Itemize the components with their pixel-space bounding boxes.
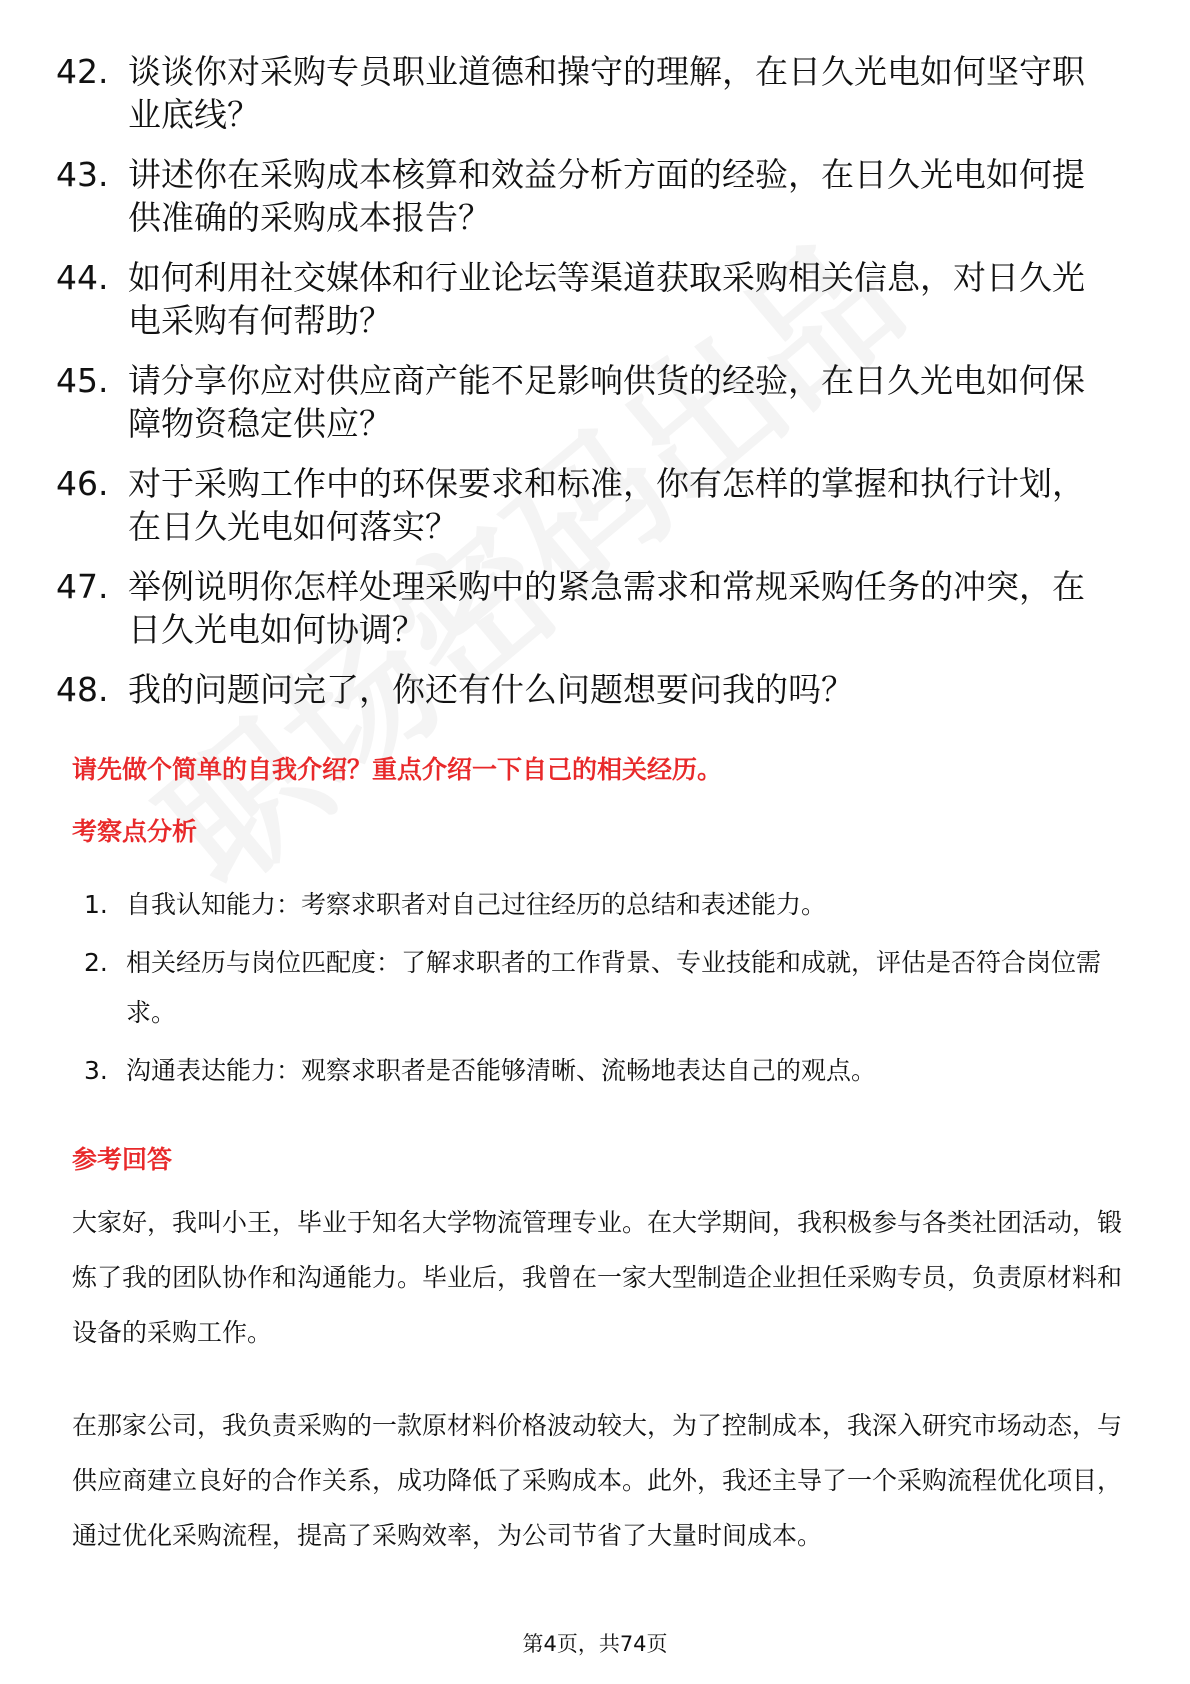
analysis-text: 自我认知能力：考察求职者对自己过往经历的总结和表述能力。 (126, 890, 827, 919)
question-number: 47. (56, 567, 109, 606)
question-text: 请分享你应对供应商产能不足影响供货的经验，在日久光电如何保障物资稳定供应？ (128, 361, 1085, 443)
analysis-number: 2. (84, 948, 108, 977)
answer-paragraph: 在那家公司，我负责采购的一款原材料价格波动较大，为了控制成本，我深入研究市场动态，与供应商建立良好的合作关系，成功降低了采购成本。此外，我还主导了一个采购流程优化项目，通过优化采购流程，提高了采购效率，为公司节省了大量时间成本。 (72, 1411, 1123, 1550)
question-number: 45. (56, 361, 109, 400)
question-text: 谈谈你对采购专员职业道德和操守的理解，在日久光电如何坚守职业底线？ (128, 52, 1085, 134)
question-text: 举例说明你怎样处理采购中的紧急需求和常规采购任务的冲突，在日久光电如何协调？ (128, 567, 1085, 649)
question-number: 44. (56, 258, 109, 297)
list-item (84, 938, 1134, 1038)
question-number: 43. (56, 155, 109, 194)
question-text: 如何利用社交媒体和行业论坛等渠道获取采购相关信息，对日久光电采购有何帮助？ (128, 258, 1085, 340)
list-item (84, 1046, 1134, 1096)
analysis-heading: 考察点分析 (72, 817, 198, 846)
list-item (56, 565, 1136, 651)
list-item (56, 462, 1136, 548)
question-text: 对于采购工作中的环保要求和标准，你有怎样的掌握和执行计划，在日久光电如何落实？ (128, 464, 1085, 546)
analysis-text: 相关经历与岗位匹配度：了解求职者的工作背景、专业技能和成就，评估是否符合岗位需求。 (126, 948, 1102, 1027)
list-item (56, 256, 1136, 342)
question-list (56, 50, 1136, 728)
list-item (56, 153, 1136, 239)
analysis-number: 1. (84, 890, 108, 919)
list-item (56, 359, 1136, 445)
question-text: 我的问题问完了，你还有什么问题想要问我的吗？ (128, 670, 854, 709)
question-text: 讲述你在采购成本核算和效益分析方面的经验，在日久光电如何提供准确的采购成本报告？ (128, 155, 1085, 237)
list-item (56, 668, 1136, 711)
question-number: 46. (56, 464, 109, 503)
page-footer: 第4页，共74页 (522, 1632, 668, 1656)
featured-question: 请先做个简单的自我介绍？重点介绍一下自己的相关经历。 (72, 755, 723, 784)
analysis-list (84, 880, 1134, 1104)
answer-heading: 参考回答 (72, 1145, 173, 1174)
list-item (84, 880, 1134, 930)
analysis-text: 沟通表达能力：观察求职者是否能够清晰、流畅地表达自己的观点。 (126, 1056, 877, 1085)
answer-paragraph: 大家好，我叫小王，毕业于知名大学物流管理专业。在大学期间，我积极参与各类社团活动，锻炼了我的团队协作和沟通能力。毕业后，我曾在一家大型制造企业担任采购专员，负责原材料和设备的采购工作。 (72, 1208, 1123, 1347)
question-number: 48. (56, 670, 109, 709)
analysis-number: 3. (84, 1056, 108, 1085)
question-number: 42. (56, 52, 109, 91)
list-item (56, 50, 1136, 136)
